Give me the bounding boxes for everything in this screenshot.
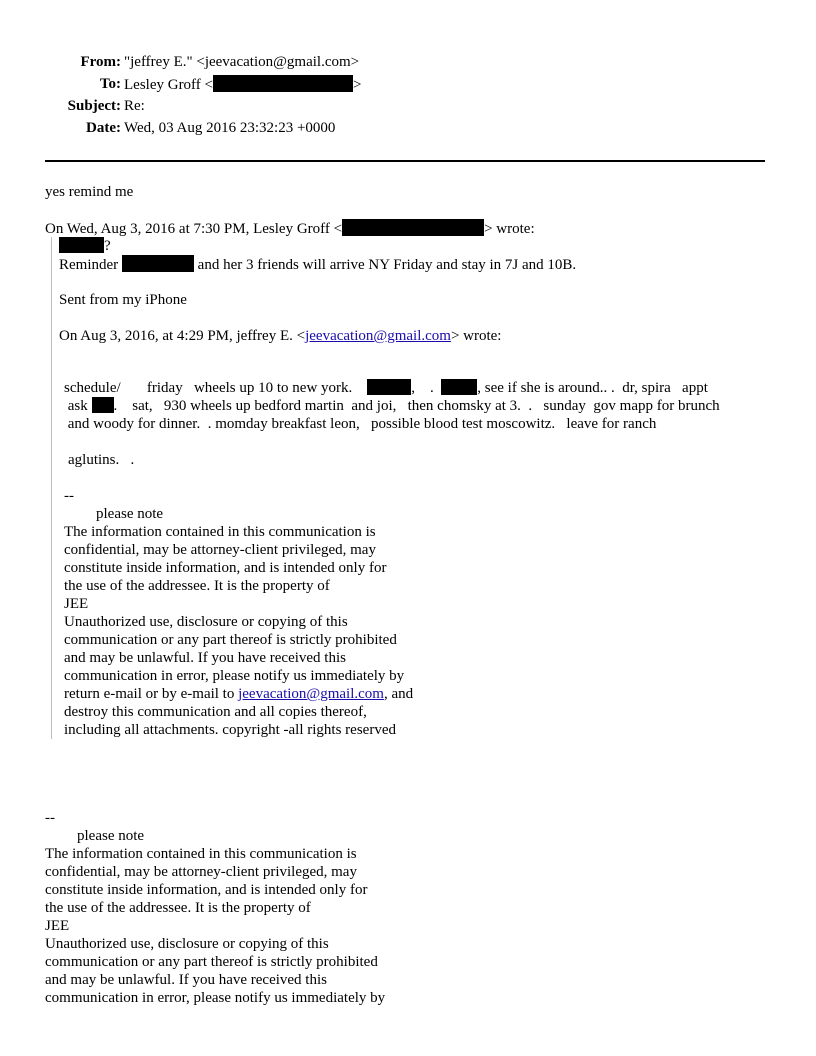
schedule-line	[64, 379, 720, 397]
disclaimer-line: and may be unlawful. If you have received this	[64, 650, 346, 666]
email-header	[0, 53, 816, 141]
redaction-box	[441, 379, 477, 395]
disclaimer-line: The information contained in this communication is	[64, 524, 376, 540]
from-row	[0, 53, 816, 75]
date-value: Wed, 03 Aug 2016 23:32:23 +0000	[124, 120, 336, 136]
schedule-block	[64, 379, 720, 469]
disclaimer-note: please note	[77, 828, 145, 844]
outer-disclaimer	[45, 809, 385, 1007]
disclaimer-line: and may be unlawful. If you have received this	[45, 972, 327, 988]
subject-label: Subject:	[67, 98, 121, 114]
schedule-text: schedule/ friday wheels up 10 to new york.	[64, 380, 368, 396]
to-value	[124, 75, 361, 94]
disclaimer-line: communication or any part thereof is strictly prohibited	[45, 954, 378, 970]
schedule-line	[64, 397, 720, 415]
redaction-box	[367, 379, 411, 395]
redaction-box	[342, 219, 484, 236]
redaction-box	[59, 237, 104, 253]
quoted-signature: Sent from my iPhone	[59, 292, 187, 308]
schedule-text: , .	[411, 380, 442, 396]
disclaimer-line: JEE	[45, 918, 70, 934]
schedule-text: . sat, 930 wheels up bedford martin and joi, then chomsky at 3. . sunday gov mapp for brunch	[113, 398, 720, 414]
signature-dashes: --	[45, 810, 55, 826]
quoted-reminder	[59, 255, 576, 274]
inner-attribution-suffix: > wrote:	[450, 328, 502, 344]
disclaimer-line: confidential, may be attorney-client privileged, may	[64, 542, 376, 558]
redaction-box	[92, 397, 114, 413]
disclaimer-line: communication or any part thereof is strictly prohibited	[64, 632, 397, 648]
to-close: >	[353, 77, 362, 93]
disclaimer-line: communication in error, please notify us immediately by	[64, 668, 405, 684]
subject-value: Re:	[124, 98, 145, 114]
signature-dashes: --	[64, 488, 74, 504]
reply-body: yes remind me	[45, 184, 134, 200]
reminder-suffix: and her 3 friends will arrive NY Friday and stay in 7J and 10B.	[193, 257, 577, 273]
quote-bar	[51, 237, 52, 739]
from-value: "jeffrey E." <jeevacation@gmail.com>	[124, 54, 360, 70]
schedule-text: ask	[64, 398, 92, 414]
disclaimer-text: , and	[383, 686, 414, 702]
disclaimer-line	[64, 685, 413, 703]
disclaimer-text: return e-mail or by e-mail to	[64, 686, 239, 702]
disclaimer-line: Unauthorized use, disclosure or copying of this	[45, 936, 329, 952]
question-mark: ?	[104, 238, 111, 254]
reply-attribution	[45, 219, 535, 238]
disclaimer-line: confidential, may be attorney-client privileged, may	[45, 864, 357, 880]
from-label: From:	[80, 54, 121, 70]
redaction-box	[213, 75, 353, 92]
disclaimer-line: including all attachments. copyright -all rights reserved	[64, 722, 396, 738]
disclaimer-line: constitute inside information, and is intended only for	[64, 560, 387, 576]
inner-attribution-prefix: On Aug 3, 2016, at 4:29 PM, jeffrey E. <	[59, 328, 306, 344]
disclaimer-line: The information contained in this communication is	[45, 846, 357, 862]
schedule-line	[64, 415, 720, 433]
email-link[interactable]: jeevacation@gmail.com	[238, 686, 384, 702]
to-name: Lesley Groff <	[124, 77, 213, 93]
quoted-line-redacted	[59, 237, 111, 255]
attribution-suffix: > wrote:	[484, 221, 535, 237]
disclaimer-line: destroy this communication and all copies thereof,	[64, 704, 367, 720]
disclaimer-line: Unauthorized use, disclosure or copying of this	[64, 614, 348, 630]
attribution-prefix: On Wed, Aug 3, 2016 at 7:30 PM, Lesley Groff <	[45, 221, 343, 237]
disclaimer-line: constitute inside information, and is intended only for	[45, 882, 368, 898]
email-link[interactable]: jeevacation@gmail.com	[305, 328, 451, 344]
date-row	[0, 119, 816, 141]
schedule-text: and woody for dinner. . momday breakfast leon, possible blood test moscowitz. leave for ranch	[64, 416, 657, 432]
disclaimer-line: the use of the addressee. It is the property of	[64, 578, 330, 594]
inner-disclaimer	[64, 487, 413, 739]
subject-row	[0, 97, 816, 119]
date-label: Date:	[86, 120, 121, 136]
header-divider	[45, 160, 765, 162]
schedule-text: aglutins. .	[68, 452, 135, 468]
redaction-box	[122, 255, 194, 272]
inner-attribution	[59, 327, 501, 345]
reminder-prefix: Reminder	[59, 257, 119, 273]
disclaimer-line: JEE	[64, 596, 89, 612]
schedule-line	[64, 451, 720, 469]
schedule-text: , see if she is around.. . dr, spira appt	[477, 380, 708, 396]
disclaimer-note: please note	[96, 506, 164, 522]
disclaimer-line: communication in error, please notify us immediately by	[45, 990, 386, 1006]
disclaimer-line: the use of the addressee. It is the property of	[45, 900, 311, 916]
to-row	[0, 75, 816, 97]
to-label: To:	[99, 76, 121, 92]
